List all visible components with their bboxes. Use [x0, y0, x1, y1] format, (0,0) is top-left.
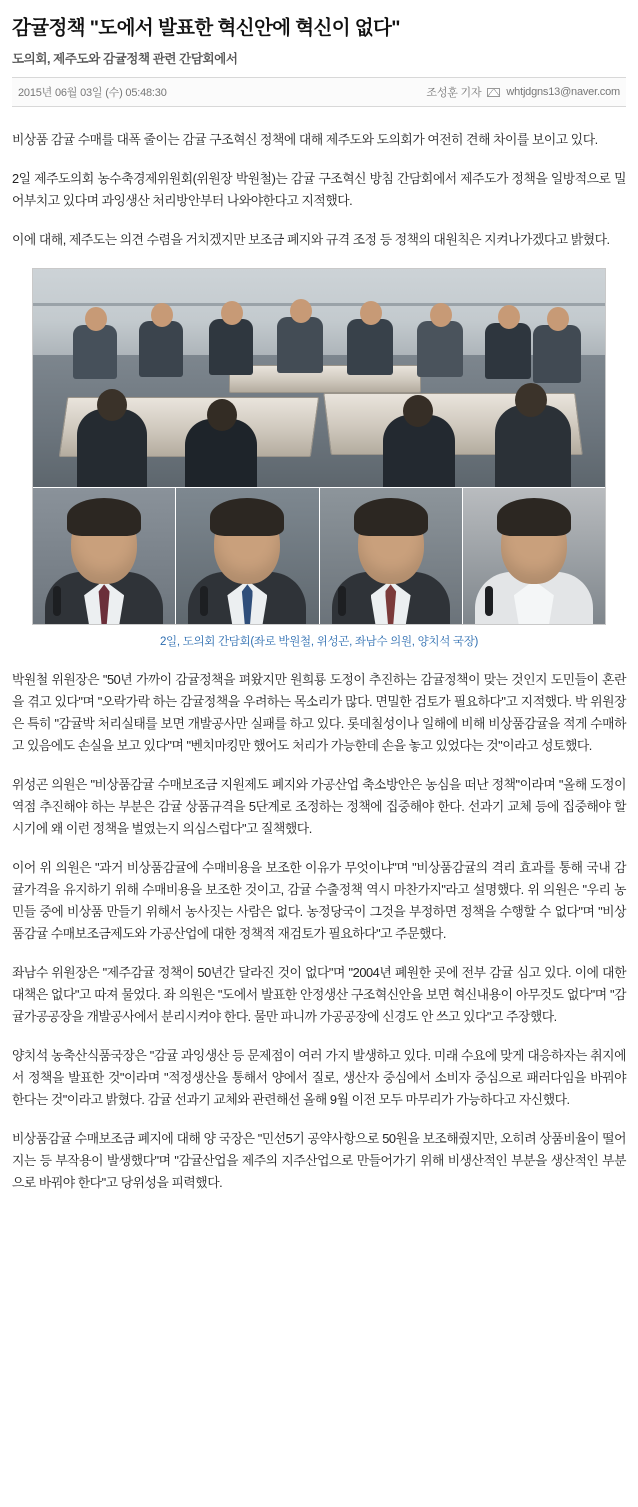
portrait-hair — [67, 498, 141, 536]
portrait-yang-chi-seok — [463, 488, 605, 624]
photo-attendee-front — [495, 405, 571, 487]
portrait-jwa-nam-su — [320, 488, 463, 624]
article-paragraph: 2일 제주도의회 농수축경제위원회(위원장 박원철)는 감귤 구조혁신 방침 간담회에서 제주도가 정책을 일방적으로 밀어부치고 있다며 과잉생산 처리방안부터 나와야한다고 지적했다. — [12, 171, 626, 209]
microphone-icon — [53, 586, 61, 616]
article-paragraph: 양치석 농축산식품국장은 "감귤 과잉생산 등 문제점이 여러 가지 발생하고 있다. 미래 수요에 맞게 대응하자는 취지에서 정책을 발표한 것"이라며 "적정생산을 통해서 양에서 질로, 생산자 중심에서 소비자 중심으로 패러다임을 바꿔야 한다는 것"이라고 밝혔다. 감귤 선과기 교체와 관련해선 올해 9월 이전 모두 마무리가 가능하다고 자신했다. — [12, 1048, 626, 1108]
page-title: 감귤정책 "도에서 발표한 혁신안에 혁신이 없다" — [12, 17, 400, 39]
photo-attendee-front — [77, 409, 147, 487]
photo-frame — [32, 268, 606, 625]
article-header — [12, 0, 626, 129]
article-paragraph: 박원철 위원장은 "50년 가까이 감귤정책을 펴왔지만 원희룡 도정이 추진하는 감귤정책이 맞는 것인지 도민들이 혼란을 겪고 있다"며 "오락가락 하는 감귤정책을 우려하는 목소리가 많다. 면밀한 검토가 필요하다"고 지적했다. 박 위원장은 특히 "감귤박 처리실태를 보면 개발공사만 실패를 하고 있다. 롯데칠성이나 일해에 비해 비상품감귤을 적게 수매하고 있음에도 손실을 보고 있다"며 "벤치마킹만 했어도 처리가 가능한데 손을 놓고 있었다는 것"이라고 성토했다. — [12, 672, 626, 754]
photo-attendee — [485, 323, 531, 379]
article-paragraph: 위성곤 의원은 "비상품감귤 수매보조금 지원제도 폐지와 가공산업 축소방안은 농심을 떠난 정책"이라며 "올해 도정이 역점 추진해야 하는 부분은 감귤 상품규격을 5단계로 조정하는 정책에 집중해야 한다. 선과기 교체 등에 집중해야 할 시기에 왜 이런 정책을 벌였는지 의심스럽다"고 질책했다. — [12, 777, 626, 837]
article-paragraph: 비상품감귤 수매보조금 폐지에 대해 양 국장은 "민선5기 공약사항으로 50원을 보조해줬지만, 오히려 상품비율이 떨어지는 등 부작용이 발생했다"며 "감귤산업을 제주의 지주산업으로 만들어가기 위해 비생산적인 부분을 생산적인 부분으로 바꿔야 한다"고 당위성을 피력했다. — [12, 1131, 626, 1191]
portrait-hair — [210, 498, 284, 536]
reporter-email[interactable]: whtjdgns13@naver.com — [506, 86, 620, 99]
portrait-hair — [497, 498, 571, 536]
byline-right — [426, 84, 620, 100]
article-paragraph: 좌남수 위원장은 "제주감귤 정책이 50년간 달라진 것이 없다"며 "2004년 폐원한 곳에 전부 감귤 심고 있다. 이에 대한 대책은 없다"고 따져 물었다. 좌 의원은 "도에서 발표한 안정생산 구조혁신안을 보면 혁신내용이 아무것도 없다"며 "감귤가공공장을 개발공사에서 분리시켜야 한다. 물만 파니까 가공공장에 신경도 안 쓰고 있다"고 주장했다. — [12, 965, 626, 1025]
byline-bar — [12, 77, 626, 107]
article-paragraph: 비상품 감귤 수매를 대폭 줄이는 감귤 구조혁신 정책에 대해 제주도와 도의회가 여전히 견해 차이를 보이고 있다. — [12, 132, 598, 148]
portrait-wi-seong-gon — [176, 488, 319, 624]
article-photo — [12, 268, 626, 649]
article-body — [12, 129, 626, 1194]
article-paragraph: 이어 위 의원은 "과거 비상품감귤에 수매비용을 보조한 이유가 무엇이냐"며 "비상품감귤의 격리 효과를 통해 국내 감귤가격을 유지하기 위해 수매비용을 보조한 것이고, 감귤 수출정책 역시 마찬가지"라고 설명했다. 위 의원은 "우리 농민들 중에 비상품 만들기 위해서 농사짓는 사람은 없다. 농정당국이 그것을 부정하면 정책을 수행할 수 없다"며 "비상품감귤 수매보조금제도와 가공산업에 대한 정책적 재검토가 필요하다"고 주문했다. — [12, 860, 626, 942]
photo-attendee — [139, 321, 183, 377]
portrait-hair — [354, 498, 428, 536]
microphone-icon — [485, 586, 493, 616]
article-paragraph: 이에 대해, 제주도는 의견 수렴을 거치겠지만 보조금 폐지와 규격 조정 등 정책의 대원칙은 지켜나가겠다고 밝혔다. — [12, 232, 610, 248]
microphone-icon — [200, 586, 208, 616]
portrait-park-won-cheol — [33, 488, 176, 624]
meeting-room-photo — [33, 269, 605, 487]
mail-icon — [487, 88, 500, 97]
photo-attendee — [533, 325, 581, 383]
photo-attendee — [417, 321, 463, 377]
photo-caption: 2일, 도의회 간담회(좌로 박원철, 위성곤, 좌남수 의원, 양치석 국장) — [159, 636, 479, 649]
article-subtitle: 도의회, 제주도와 감귤정책 관련 간담회에서 — [12, 52, 238, 67]
publish-timestamp: 2015년 06월 03일 (수) 05:48:30 — [18, 87, 167, 100]
photo-attendee — [347, 319, 393, 375]
photo-attendee — [209, 319, 253, 375]
portrait-strip — [33, 487, 605, 624]
photo-attendee — [73, 325, 117, 379]
photo-attendee — [277, 317, 323, 373]
reporter-name: 조성훈 기자 — [426, 87, 482, 100]
microphone-icon — [338, 586, 346, 616]
